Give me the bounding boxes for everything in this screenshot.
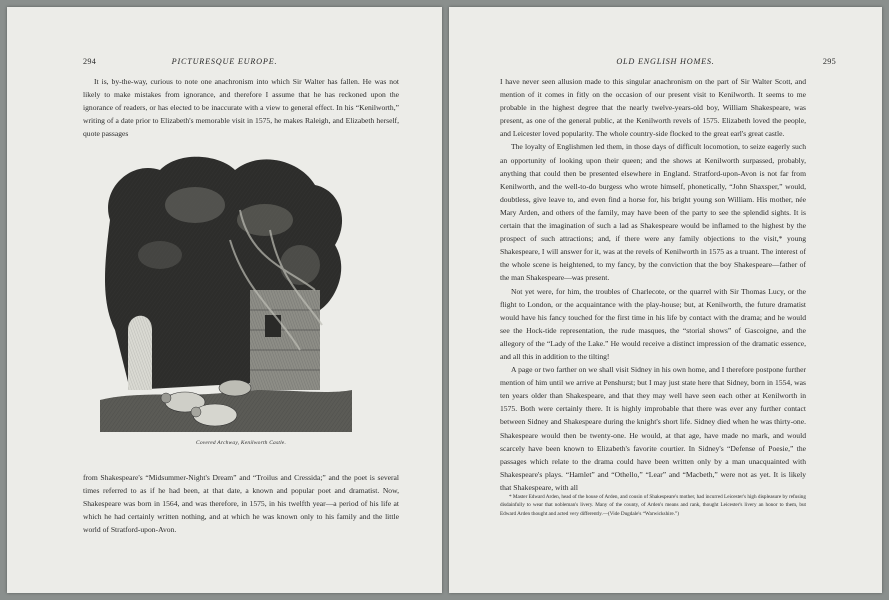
page-number-left: 294: [83, 57, 97, 66]
illustration-covered-archway: [100, 150, 352, 432]
running-head-title-left: PICTURESQUE EUROPE.: [171, 57, 278, 66]
illustration-caption: Covered Archway, Kenilworth Castle.: [195, 440, 287, 446]
left-bottom-text: [83, 471, 399, 536]
left-page: [7, 7, 442, 593]
left-top-text: [83, 75, 399, 140]
right-body-text: [500, 75, 806, 494]
right-page: [449, 7, 882, 593]
paragraph: from Shakespeare's “Midsummer-Night's Dream” and “Troilus and Cressida;” and the poet is several times referred to as if he had been, at that date, a known and popular poet and dramatist. Now, Shakespeare was born in 1564, and was therefore, in 1575, in his twelfth year—a period of his life at which he had certainly written nothing, and at which he was known only to his family and the little world of Stratford-upon-Avon.: [83, 473, 399, 535]
footnote-text: * Master Edward Arden, head of the house of Arden, and cousin of Shakespeare's mother, had incurred Leicester's high displeasure by refusing disdainfully to wear that nobleman's livery. Many of the county, of Arden's means and rank, thought Leicester's livery an honor to them, but Edward Arden thought and acted very differently.—(Vide Dugdale's “Warwickshire.”): [500, 494, 806, 517]
footnote: [500, 493, 806, 518]
running-head-title-right: OLD ENGLISH HOMES.: [616, 57, 715, 66]
paragraph: Not yet were, for him, the troubles of Charlecote, or the quarrel with Sir Thomas Lucy, or the flight to London, or the acquaintance with the play-house; but, at Kenilworth, the future dramatist would have his fancy touched for the first time in his life by contact with the drama; and he would see the Hock-tide representation, the rude masques, the “storial shows” of Gascoigne, and the allegory of the “Lady of the Lake.” He would receive a distinct impression of the dramatic essence, and all this in addition to the tilting!: [500, 286, 806, 361]
paragraph: The loyalty of Englishmen led them, in those days of difficult locomotion, to seize eagerly such an opportunity of looking upon their queen; and the shows at Kenilworth surpassed, probably, anything that could then be presented elsewhere in England. Stratford-upon-Avon is not far from Kenilworth, and the well-to-do burgess who wrote himself, phonetically, “John Shaxsper,” would, doubtless, give leave to, and even find a horse for, his bright young son William. His mother, née Mary Arden, and others of the family, may have been of the party to see the splendid sights. It is certain that the imagination of such a lad as Shakespeare would be inflamed to the highest by the prospect of such attractions; and, if there were any family objections to the visit,* young Shakespeare, I will answer for it, was at the revels of Kenilworth in 1575 as a truant. The interest of the whole scene is heightened, to my fancy, by the conviction that the boy Shakespeare—father of the man Shakespeare—was present.: [500, 142, 806, 283]
page-number-right: 295: [822, 57, 836, 66]
paragraph: It is, by-the-way, curious to note one anachronism into which Sir Walter has fallen. He was not likely to make mistakes from ignorance, and therefore I assume that he has reckoned upon the ignorance of readers, or has elected to be inaccurate with a view to general effect. In his “Kenilworth,” writing of a date prior to Elizabeth's memorable visit in 1575, he makes Raleigh, and Elizabeth herself, quote passages: [83, 77, 399, 139]
paragraph: I have never seen allusion made to this singular anachronism on the part of Sir Walter Scott, and mention of it comes in fitly on the occasion of our present visit to Kenilworth. It seems to me probable in the highest degree that the nearly twelve-years-old boy, William Shakespeare, was present, as one of the general public, at the Kenilworth revels of 1575. Elizabeth loved the people, and Leicester loved popularity. The whole country-side flocked to the great earl's great castle.: [500, 77, 806, 139]
paragraph: A page or two farther on we shall visit Sidney in his own home, and I therefore postpone further mention of him until we arrive at Penshurst; but I may just state here that Sidney, born in 1554, was ten years older than Shakespeare, and that they may well have seen each other at Kenilworth in 1575. Both were certainly there. It is highly improbable that there was ever any further contact between Sidney and Shakespeare during the knight's short life. Sidney died when he was thirty-one. Shakespeare would then be twenty-one. He would, at that age, have made no mark, and would scarcely have been known to Elizabeth's favorite courtier. In Sidney's “Defense of Poesie,” the passages which relate to the drama could have been written only by a man unacquainted with Shakespeare's plays. “Hamlet” and “Othello,” “Lear” and “Macbeth,” were not as yet. It is likely that Shakespeare, with all: [500, 365, 806, 492]
